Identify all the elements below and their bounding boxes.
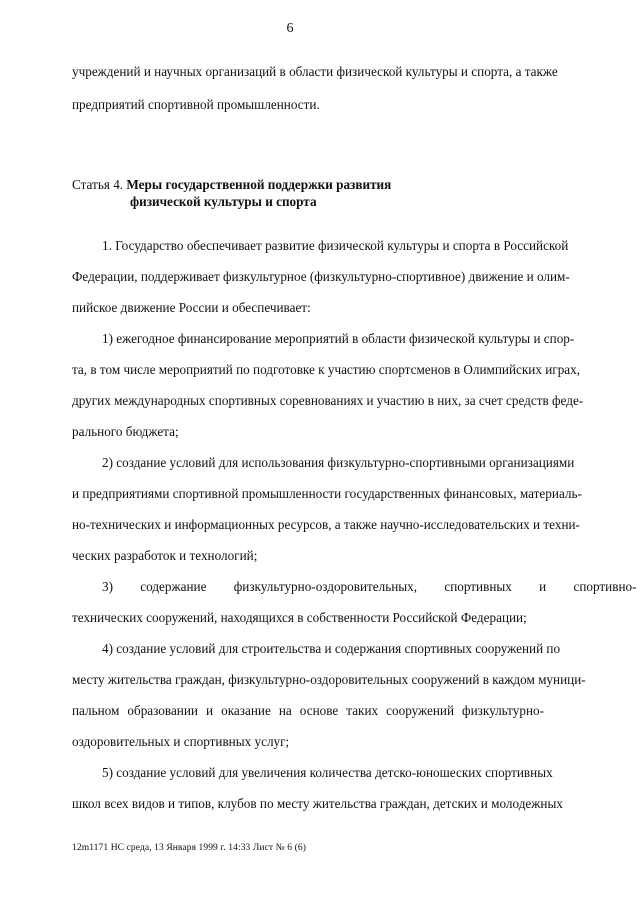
- body-line: рального бюджета;: [72, 424, 179, 439]
- body-line: 5) создание условий для увеличения количества детско-юношеских спортивных: [102, 765, 553, 780]
- body-line: 1) ежегодное финансирование мероприятий в области физической культуры и спор-: [102, 331, 575, 346]
- intro-line-2: предприятий спортивной промышленности.: [72, 97, 320, 112]
- body-line: технических сооружений, находящихся в собственности Российской Федерации;: [72, 610, 527, 625]
- page-number: 6: [286, 21, 294, 36]
- body-line: 3) содержание физкультурно-оздоровительных, спортивных и спортивно-: [102, 579, 637, 594]
- document-footer: 12m1171 НС среда, 13 Января 1999 г. 14:33 Лист № 6 (6): [72, 843, 306, 853]
- body-line: 2) создание условий для использования физкультурно-спортивными организациями: [102, 455, 575, 470]
- article-title-line-2: физической культуры и спорта: [130, 194, 317, 209]
- intro-line-1: учреждений и научных организаций в области физической культуры и спорта, а также: [72, 64, 558, 79]
- body-line: ческих разработок и технологий;: [72, 548, 258, 563]
- body-line: пийское движение России и обеспечивает:: [72, 300, 311, 315]
- article-heading-continued: [130, 193, 317, 210]
- body-line: 4) создание условий для строительства и содержания спортивных сооружений по: [102, 641, 561, 656]
- body-line: та, в том числе мероприятий по подготовке к участию спортсменов в Олимпийских играх,: [72, 362, 581, 377]
- body-line: оздоровительных и спортивных услуг;: [72, 734, 290, 749]
- body-line: месту жительства граждан, физкультурно-оздоровительных сооружений в каждом муници-: [72, 672, 586, 687]
- body-line: школ всех видов и типов, клубов по месту жительства граждан, детских и молодежных: [72, 796, 563, 811]
- article-heading: [72, 176, 391, 193]
- body-line: других международных спортивных соревнованиях и участию в них, за счет средств феде-: [72, 393, 584, 408]
- body-line: и предприятиями спортивной промышленности государственных финансовых, материаль-: [72, 486, 582, 501]
- body-line: но-технических и информационных ресурсов, а также научно-исследовательских и техни-: [72, 517, 580, 532]
- body-line: Федерации, поддерживает физкультурное (физкультурно-спортивное) движение и олим-: [72, 269, 570, 284]
- article-prefix: Статья 4.: [72, 177, 124, 192]
- body-line: 1. Государство обеспечивает развитие физической культуры и спорта в Российской: [102, 238, 569, 253]
- article-title-line-1: Меры государственной поддержки развития: [126, 177, 392, 192]
- body-line: пальном образовании и оказание на основе таких сооружений физкультурно-: [72, 703, 544, 718]
